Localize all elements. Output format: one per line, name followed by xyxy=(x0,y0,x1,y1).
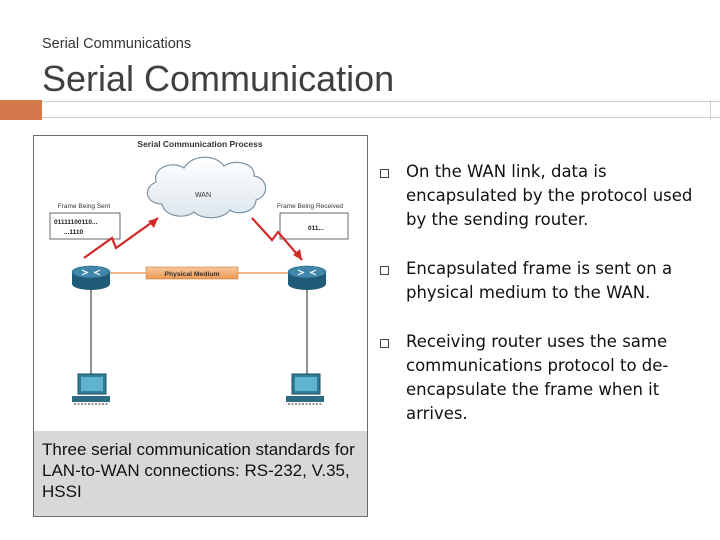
physical-medium-label: Physical Medium xyxy=(164,271,220,278)
bullet-item xyxy=(380,330,700,426)
frame-sent-label: Frame Being Sent xyxy=(57,203,111,210)
wan-cloud-icon xyxy=(147,157,265,218)
title-rule-end xyxy=(710,100,720,120)
bullet-text: Receiving router uses the same communications protocol to de-encapsulate the frame when it arrives. xyxy=(406,332,669,423)
diagram-heading: Serial Communication Process xyxy=(137,139,263,149)
bullet-text: Encapsulated frame is sent on a physical medium to the WAN. xyxy=(406,259,673,302)
right-router-icon xyxy=(288,266,326,290)
bullet-item xyxy=(380,160,700,232)
wan-label: WAN xyxy=(194,192,212,199)
serial-process-figure xyxy=(33,135,368,517)
slide-subtitle: Serial Communications xyxy=(42,36,192,52)
left-pc-icon xyxy=(72,374,110,404)
frame-sent-bits-1: 01111100110... xyxy=(54,219,98,226)
title-rule-accent xyxy=(0,100,42,120)
bullet-list xyxy=(380,160,700,451)
left-router-icon xyxy=(72,266,110,290)
bullet-text: On the WAN link, data is encapsulated by the protocol used by the sending router. xyxy=(406,162,693,229)
frame-received-label: Frame Being Received xyxy=(276,203,344,210)
bullet-square-icon xyxy=(380,339,389,348)
frame-received-bits: 011... xyxy=(308,225,324,232)
right-pc-icon xyxy=(286,374,324,404)
figure-caption: Three serial communication standards for LAN-to-WAN connections: RS-232, V.35, HSSI xyxy=(34,431,367,516)
serial-process-diagram xyxy=(34,136,367,431)
bullet-item xyxy=(380,257,700,305)
bullet-square-icon xyxy=(380,266,389,275)
frame-sent-bits-2: ...1110 xyxy=(64,229,84,236)
slide-title: Serial Communication xyxy=(42,58,395,99)
frame-sent-box xyxy=(50,213,120,239)
bullet-square-icon xyxy=(380,169,389,178)
title-rule xyxy=(42,101,720,118)
